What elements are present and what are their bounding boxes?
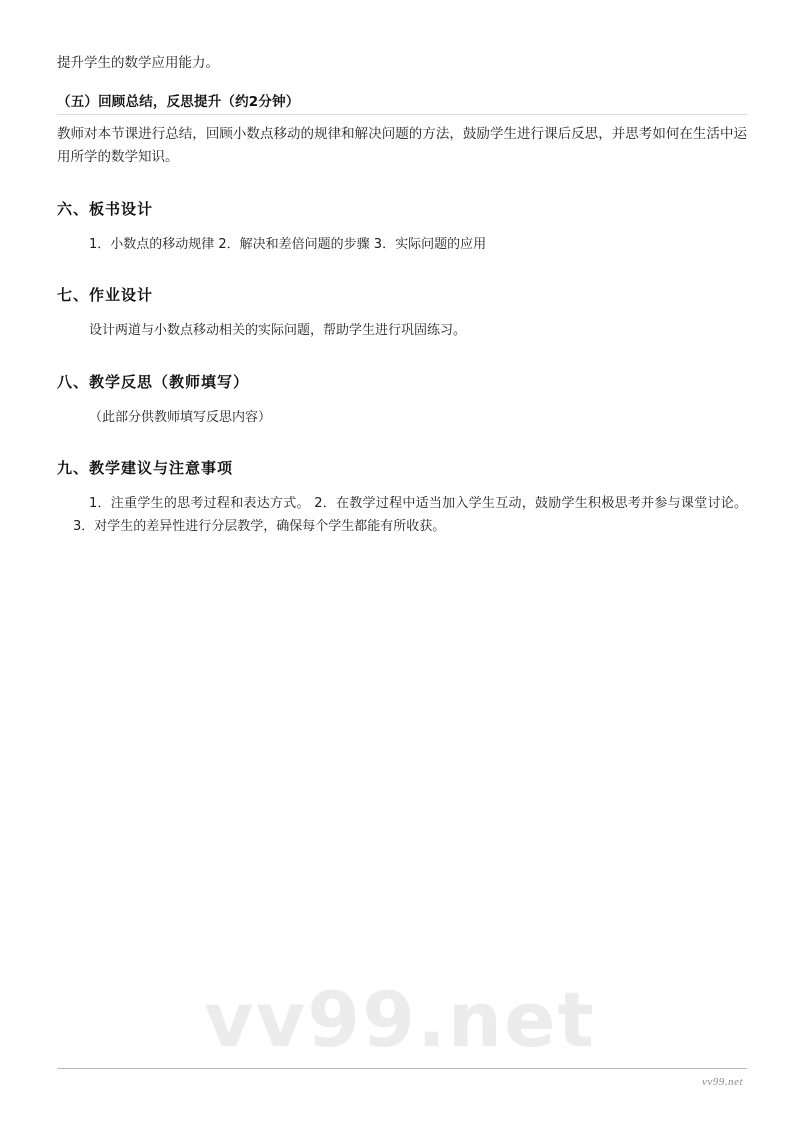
section-body-9: 1．注重学生的思考过程和表达方式。 2．在教学过程中适当加入学生互动，鼓励学生积极思考并参与课堂讨论。 3．对学生的差异性进行分层教学，确保每个学生都能有所收获。 bbox=[73, 496, 747, 535]
section-body-6: 1．小数点的移动规律 2．解决和差倍问题的步骤 3．实际问题的应用 bbox=[89, 236, 487, 252]
document-body bbox=[57, 52, 747, 545]
section-body-7: 设计两道与小数点移动相关的实际问题，帮助学生进行巩固练习。 bbox=[89, 323, 467, 339]
section-body-8: （此部分供教师填写反思内容） bbox=[89, 409, 272, 425]
page-watermark: vv99.net bbox=[204, 975, 596, 1064]
section-title-8: 八、教学反思（教师填写） bbox=[57, 372, 250, 391]
subsection-body: 教师对本节课进行总结，回顾小数点移动的规律和解决问题的方法，鼓励学生进行课后反思，并思考如何在生活中运用所学的数学知识。 bbox=[57, 125, 747, 166]
continuation-paragraph: 提升学生的数学应用能力。 bbox=[57, 55, 219, 71]
section-title-7: 七、作业设计 bbox=[57, 286, 154, 305]
heading-divider bbox=[57, 114, 747, 115]
footer-label: vv99.net bbox=[702, 1076, 743, 1088]
section-title-9: 九、教学建议与注意事项 bbox=[57, 459, 234, 478]
footer-divider bbox=[57, 1068, 747, 1069]
section-title-6: 六、板书设计 bbox=[57, 199, 154, 218]
subsection-heading: （五）回顾总结，反思提升（约2分钟） bbox=[57, 93, 300, 110]
